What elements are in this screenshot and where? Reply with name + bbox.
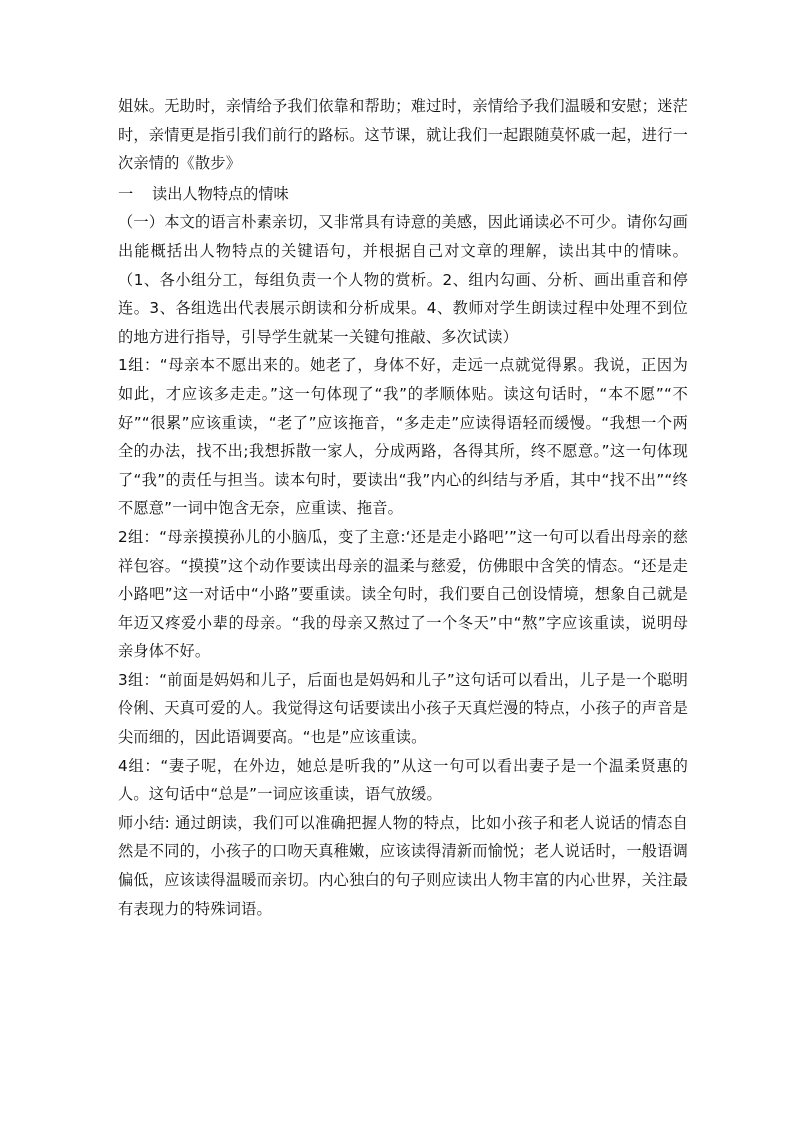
group4-paragraph: 4组：“妻子呢，在外边，她总是听我的”从这一句可以看出妻子是一个温柔贤惠的人。这句话中“总是”一词应该重读，语气放缓。 — [118, 756, 688, 804]
section-number: 一 — [118, 184, 134, 203]
task-paragraph: （一）本文的语言朴素亲切，又非常具有诗意的美感，因此诵读必不可少。请你勾画出能概括出人物特点的关键语句，并根据自己对文章的理解，读出其中的情味。 （1、各小组分工，每组负责一个人物的赏析。2、组内勾画、分析、画出重音和停连。3、各组选出代表展示朗读和分析成果。4、教师对学生朗读过程中处理不到位的地方进行指导，引导学生就某一关键句推敲、多次试读） — [118, 213, 688, 346]
summary-paragraph: 师小结: 通过朗读，我们可以准确把握人物的特点，比如小孩子和老人说话的情态自然是不同的，小孩子的口吻天真稚嫩，应该读得清新而愉悦；老人说话时，一般语调偏低，应该读得温暖而亲切。内心独白的句子则应读出人物丰富的内心世界，关注最有表现力的特殊词语。 — [118, 813, 688, 918]
group1-paragraph: 1组：“母亲本不愿出来的。她老了，身体不好，走远一点就觉得累。我说，正因为如此，才应该多走走。”这一句体现了“我”的孝顺体贴。读这句话时，“本不愿”“不好”“很累”应该重读，“老了”应该拖音，“多走走”应读得语轻而缓慢。“我想一个两全的办法，找不出;我想拆散一家人，分成两路，各得其所，终不愿意。”这一句体现了“我”的责任与担当。读本句时，要读出“我”内心的纠结与矛盾，其中“找不出”“终不愿意”一词中饱含无奈，应重读、拖音。 — [118, 356, 688, 518]
group3-paragraph: 3组：“前面是妈妈和儿子，后面也是妈妈和儿子”这句话可以看出，儿子是一个聪明伶俐、天真可爱的人。我觉得这句话要读出小孩子天真烂漫的特点，小孩子的声音是尖而细的，因此语调要高。“也是”应该重读。 — [118, 670, 688, 747]
document-page — [118, 92, 688, 923]
section-heading — [118, 180, 688, 209]
intro-paragraph: 姐妹。无助时，亲情给予我们依靠和帮助；难过时，亲情给予我们温暖和安慰；迷茫时，亲情更是指引我们前行的路标。这节课，就让我们一起跟随莫怀戚一起，进行一次亲情的《散步》 — [118, 97, 688, 173]
group2-paragraph: 2组：“母亲摸摸孙儿的小脑瓜，变了主意:‘还是走小路吧’”这一句可以看出母亲的慈祥包容。“摸摸”这个动作要读出母亲的温柔与慈爱，仿佛眼中含笑的情态。“还是走小路吧”这一对话中“小路”要重读。读全句时，我们要自己创设情境，想象自己就是年迈又疼爱小辈的母亲。“我的母亲又熬过了一个冬天”中“熬”字应该重读，说明母亲身体不好。 — [118, 527, 688, 661]
section-title: 读出人物特点的情味 — [152, 184, 289, 203]
